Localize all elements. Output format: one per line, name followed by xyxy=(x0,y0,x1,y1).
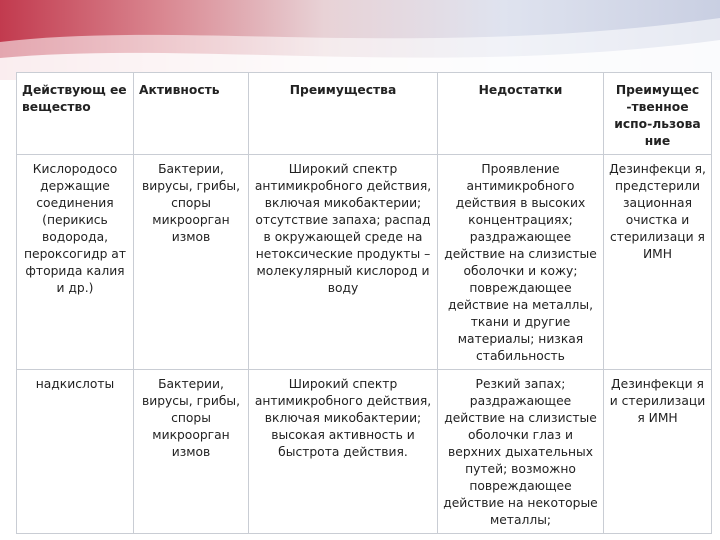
header-active-substance: Действующ ее вещество xyxy=(17,73,134,155)
table-row xyxy=(17,370,712,534)
cell-activity: Бактерии, вирусы, грибы, споры микроорган измов xyxy=(134,370,249,534)
comparison-table-container xyxy=(16,72,711,534)
cell-disadvantages: Проявление антимикробного действия в высоких концентрациях; раздражающее действие на слизистые оболочки и кожу; повреждающее действие на металлы, ткани и другие материалы; низкая стабильность xyxy=(438,155,604,370)
cell-disadvantages: Резкий запах; раздражающее действие на слизистые оболочки глаз и верхних дыхательных путей; возможно повреждающее действие на некоторые металлы; xyxy=(438,370,604,534)
table-row xyxy=(17,155,712,370)
cell-advantages: Широкий спектр антимикробного действия, включая микобактерии; высокая активность и быстрота действия. xyxy=(249,370,438,534)
decorative-swoosh xyxy=(0,0,720,80)
header-activity: Активность xyxy=(134,73,249,155)
cell-activity: Бактерии, вирусы, грибы, споры микроорган измов xyxy=(134,155,249,370)
cell-advantages: Широкий спектр антимикробного действия, включая микобактерии; отсутствие запаха; распад в окружающей среде на нетоксические продукты – молекулярный кислород и воду xyxy=(249,155,438,370)
cell-substance: надкислоты xyxy=(17,370,134,534)
cell-substance: Кислородосо держащие соединения (перикись водорода, пероксогидр ат фторида калия и др.) xyxy=(17,155,134,370)
header-advantages: Преимущества xyxy=(249,73,438,155)
cell-primary-use: Дезинфекци я и стерилизаци я ИМН xyxy=(604,370,712,534)
disinfectant-comparison-table xyxy=(16,72,712,534)
cell-primary-use: Дезинфекци я, предстерили зационная очистка и стерилизаци я ИМН xyxy=(604,155,712,370)
header-primary-use: Преимущес -твенное испо-льзова ние xyxy=(604,73,712,155)
table-header-row xyxy=(17,73,712,155)
header-disadvantages: Недостатки xyxy=(438,73,604,155)
decorative-header-band xyxy=(0,0,720,80)
